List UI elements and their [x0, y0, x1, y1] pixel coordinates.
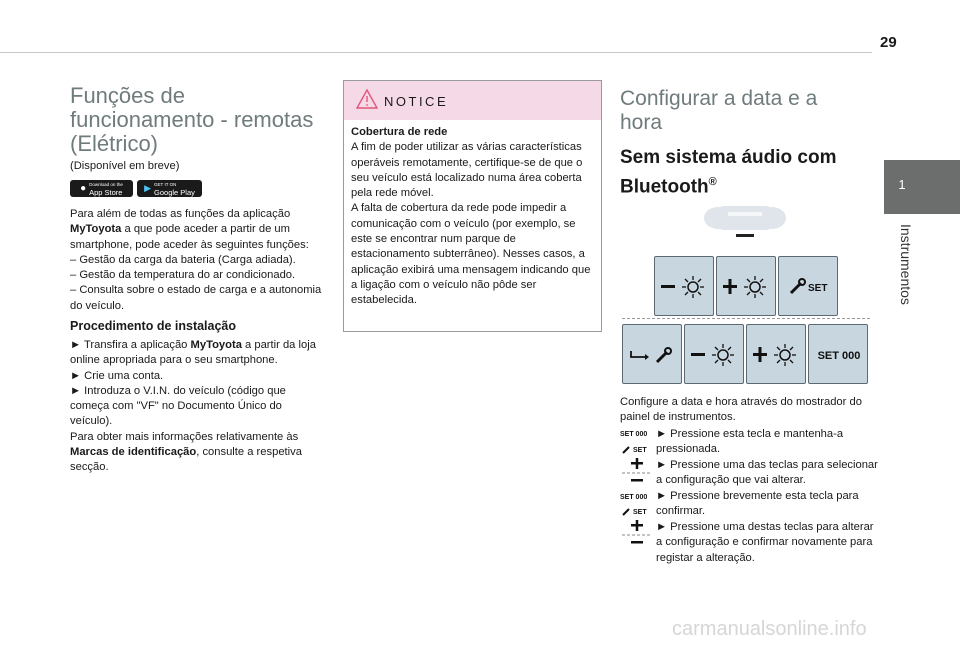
section-title-date-time: Configurar a data e a hora — [620, 87, 818, 134]
wrench-set-small-icon-2 — [622, 505, 652, 517]
dashed-separator — [622, 318, 870, 319]
notice-text: A fim de poder utilizar as várias características operáveis remotamente, certifique-se de que o seu veículo está localizado numa área coberta pela rede móvel. — [351, 141, 583, 200]
chapter-tab-label-wrap — [896, 224, 916, 344]
notice-text: A falta de cobertura da rede pode impedir a comunicação com o veículo (por exemplo, se este se encontrar num parque de estacionamento subterrâneo). Nesses casos, a aplicação exibirá uma mensagem indicando que a ligação com o veículo não pôde ser estabelecida. — [351, 202, 591, 307]
plus-minus-small-icon-2 — [622, 520, 652, 548]
set-000-key[interactable] — [808, 324, 868, 384]
notice-header — [344, 81, 601, 120]
install-step: ► Introduza o V.I.N. do veículo (código que começa com "VF" no Documento Único do veículo). — [70, 384, 286, 428]
step-3: ► Pressione brevemente esta tecla para confirmar. — [656, 490, 859, 518]
bullet-item: – Gestão da carga da bateria (Carga adiada). — [70, 253, 296, 266]
set-000-small-icon — [620, 428, 652, 438]
plus-brightness-key[interactable] — [716, 256, 776, 316]
google-play-badge[interactable] — [137, 180, 202, 197]
step-1: ► Pressione esta tecla e mantenha-a pressionada. — [656, 428, 844, 456]
app-name: MyToyota — [70, 223, 122, 236]
minus-brightness-key[interactable] — [654, 256, 714, 316]
svg-text:SET: SET — [808, 283, 828, 294]
chapter-tab-number: 1 — [898, 177, 906, 192]
wrench-set-small-icon — [622, 443, 652, 455]
svg-text:SET: SET — [633, 447, 647, 454]
plus-minus-small-icon — [622, 458, 652, 486]
app-store-text: App Store — [89, 187, 123, 197]
notice-subtitle: Cobertura de rede — [351, 126, 448, 138]
play-icon: ▶ — [144, 183, 152, 193]
page-number: 29 — [880, 34, 897, 51]
header-rule — [0, 52, 872, 53]
svg-text:SET: SET — [633, 509, 647, 516]
notice-box — [343, 80, 602, 332]
step-2: ► Pressione uma das teclas para selecionar a configuração que vai alterar. — [656, 459, 878, 487]
bullet-item: – Consulta sobre o estado de carga e a autonomia do veículo. — [70, 284, 322, 312]
section-title-remote-functions: Funções de funcionamento - remotas (Elétrico) — [70, 83, 314, 156]
watermark: carmanualsonline.info — [672, 618, 867, 640]
google-small-text: GET IT ON — [154, 181, 177, 187]
configure-intro: Configure a data e hora através do mostrador do painel de instrumentos. — [620, 396, 862, 424]
warning-icon — [356, 89, 378, 109]
chapter-tab-label: Instrumentos — [898, 224, 914, 305]
back-wrench-key[interactable] — [622, 324, 682, 384]
intro-paragraph: Para além de todas as funções da aplicação MyToyota a que pode aceder a partir de um smartphone, pode aceder às seguintes funções: – Gestão da carga da bateria (Carga adiada). – Gestão da temperatura do ar condicionado. – Consulta sobre o estado de carga e a autonomia do veículo. — [70, 207, 325, 314]
apple-icon: ● — [80, 183, 87, 194]
registered-mark: ® — [708, 176, 717, 188]
install-step: ► Crie uma conta. — [70, 369, 164, 382]
notice-body — [351, 125, 597, 309]
identification-link: Marcas de identificação — [70, 446, 197, 459]
app-store-small-text: Download on the — [89, 181, 123, 187]
svg-text:SET 000: SET 000 — [817, 350, 861, 362]
bullet-item: – Gestão da temperatura do ar condicionado. — [70, 269, 296, 282]
set-000-small-icon-2 — [620, 491, 652, 501]
availability-note: (Disponível em breve) — [70, 160, 180, 172]
svg-text:SET 000: SET 000 — [620, 494, 648, 501]
plus-brightness-key-2[interactable] — [746, 324, 806, 384]
google-play-text: Google Play — [154, 187, 195, 197]
wrench-icon — [791, 279, 805, 293]
install-steps: ► Transfira a aplicação MyToyota a partir da loja online apropriada para o seu smartphone. ► Crie uma conta. ► Introduza o V.I.N. do veículo (código que começa com "VF" no Documento Único do veículo). Para obter mais informações relativamente às Marcas de identificação, consulte a respetiva secção. — [70, 338, 325, 476]
app-store-badge[interactable] — [70, 180, 133, 197]
minus-brightness-key-2[interactable] — [684, 324, 744, 384]
subsection-title-no-bluetooth: Sem sistema áudio com Bluetooth® — [620, 147, 837, 198]
instrument-display-icon — [700, 200, 790, 242]
svg-text:SET 000: SET 000 — [620, 431, 648, 438]
step-4: ► Pressione uma destas teclas para alterar a configuração e confirmar novamente para registar a alteração. — [656, 521, 874, 564]
install-procedure-title: Procedimento de instalação — [70, 319, 237, 333]
notice-title: NOTICE — [384, 94, 449, 109]
wrench-set-key[interactable] — [778, 256, 838, 316]
